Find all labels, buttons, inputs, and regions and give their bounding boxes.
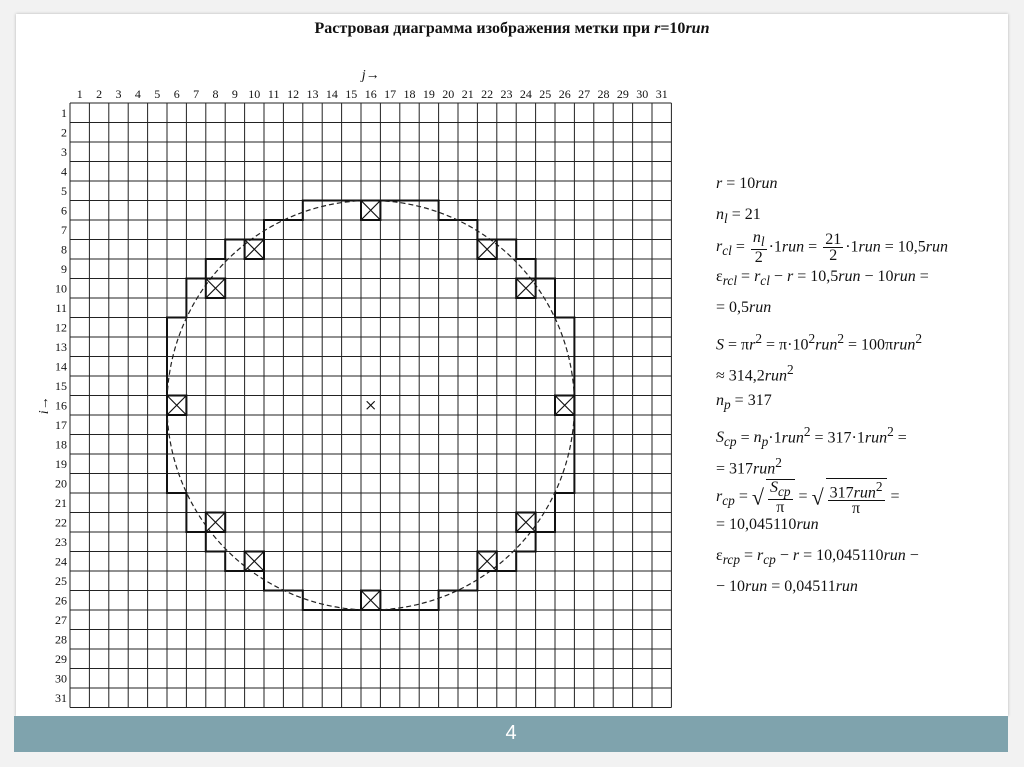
column-label: 12 [287, 87, 300, 101]
formula-line: $r_{cl}$ = $\frac{n_l}{2}$ ·1run = $\frac{21}{2}$ ·1run = 10,5run [716, 229, 949, 267]
column-label: 21 [461, 87, 474, 101]
row-label: 22 [55, 515, 67, 530]
column-label: 3 [115, 87, 122, 101]
row-label: 10 [55, 281, 67, 296]
row-label: 18 [55, 437, 67, 452]
row-label: 17 [55, 417, 67, 432]
formula-line: $\varepsilon_{rcp} = r_{cp} - r = 10,045110run$ − [716, 547, 919, 568]
row-label: 19 [55, 456, 67, 471]
column-label: 22 [481, 87, 494, 101]
row-label: 14 [55, 359, 67, 374]
column-label: 10 [248, 87, 261, 101]
row-label: 2 [61, 125, 67, 140]
row-label: 25 [55, 573, 67, 588]
j-axis-label: j→ [361, 68, 380, 83]
formula-line: $S_{cp} = n_p\cdot 1run^2 = 317\cdot 1run^2$ = [716, 424, 907, 450]
column-label: 17 [384, 87, 397, 101]
row-label: 3 [61, 144, 67, 159]
i-axis-label: i→ [37, 396, 52, 415]
column-label: 19 [422, 87, 435, 101]
row-label: 8 [61, 242, 67, 257]
row-label: 12 [55, 320, 67, 335]
column-label: 5 [154, 87, 161, 101]
column-label: 20 [442, 87, 455, 101]
formula-line: − 10run = 0,04511run [716, 578, 858, 595]
column-label: 26 [558, 87, 571, 101]
column-label: 31 [655, 87, 668, 101]
column-label: 23 [500, 87, 513, 101]
formula-block [716, 168, 1016, 602]
column-label: 18 [403, 87, 416, 101]
formula-line: r = 10run [716, 175, 778, 192]
row-label: 7 [61, 222, 67, 237]
row-label: 20 [55, 476, 67, 491]
column-label: 4 [134, 87, 141, 101]
row-label: 26 [55, 593, 67, 608]
row-label: 1 [61, 105, 67, 120]
column-label: 13 [306, 87, 319, 101]
formula-line: = 317run$^2$ [716, 455, 782, 478]
row-label: 23 [55, 534, 67, 549]
slide-title: Растровая диаграмма изображения метки при r=10run [314, 20, 710, 37]
column-label: 27 [578, 87, 591, 101]
formula-line: ≈ 314,2run$^2$ [716, 362, 794, 385]
row-label: 21 [55, 495, 67, 510]
row-label: 16 [55, 398, 67, 413]
row-label: 24 [55, 554, 67, 569]
row-label: 28 [55, 632, 67, 647]
column-label: 6 [173, 87, 180, 101]
column-label: 11 [267, 87, 280, 101]
formula-line: $n_p = 317$ [716, 392, 772, 413]
column-label: 7 [193, 87, 200, 101]
formula-line: $\varepsilon_{rcl} = r_{cl} - r = 10,5run - 10run$ = [716, 268, 929, 289]
row-label: 29 [55, 651, 67, 666]
row-label: 9 [61, 261, 67, 276]
row-label: 6 [61, 203, 67, 218]
column-label: 1 [76, 87, 83, 101]
row-label: 4 [61, 164, 67, 179]
row-label: 15 [55, 378, 67, 393]
row-label: 27 [55, 612, 67, 627]
formula-line: $r_{cp}$ = √ $\frac{S_{cp}}{\pi}$ = √ $\frac{317run^2}{\pi}$ = [716, 479, 900, 518]
column-label: 30 [636, 87, 649, 101]
column-label: 8 [212, 87, 219, 101]
row-label: 30 [55, 671, 67, 686]
row-label: 13 [55, 339, 67, 354]
column-label: 25 [539, 87, 552, 101]
column-label: 28 [597, 87, 610, 101]
row-label: 31 [55, 690, 67, 705]
column-label: 15 [345, 87, 358, 101]
column-label: 24 [519, 87, 532, 101]
row-label: 5 [61, 183, 67, 198]
column-label: 2 [96, 87, 103, 101]
footer-bar [14, 716, 1008, 752]
column-label: 29 [616, 87, 629, 101]
formula-line: $n_l = 21$ [716, 206, 761, 227]
formula-line: = 10,045110run [716, 516, 819, 533]
row-label: 11 [55, 300, 67, 315]
page-number: 4 [505, 722, 517, 744]
column-label: 14 [325, 87, 338, 101]
formula-line: = 0,5run [716, 299, 772, 316]
column-label: 16 [364, 87, 377, 101]
formula-line: $S = \pi r^2 = \pi\cdot 10^2run^2 = 100\pi run^2$ [716, 331, 923, 354]
column-label: 9 [231, 87, 238, 101]
